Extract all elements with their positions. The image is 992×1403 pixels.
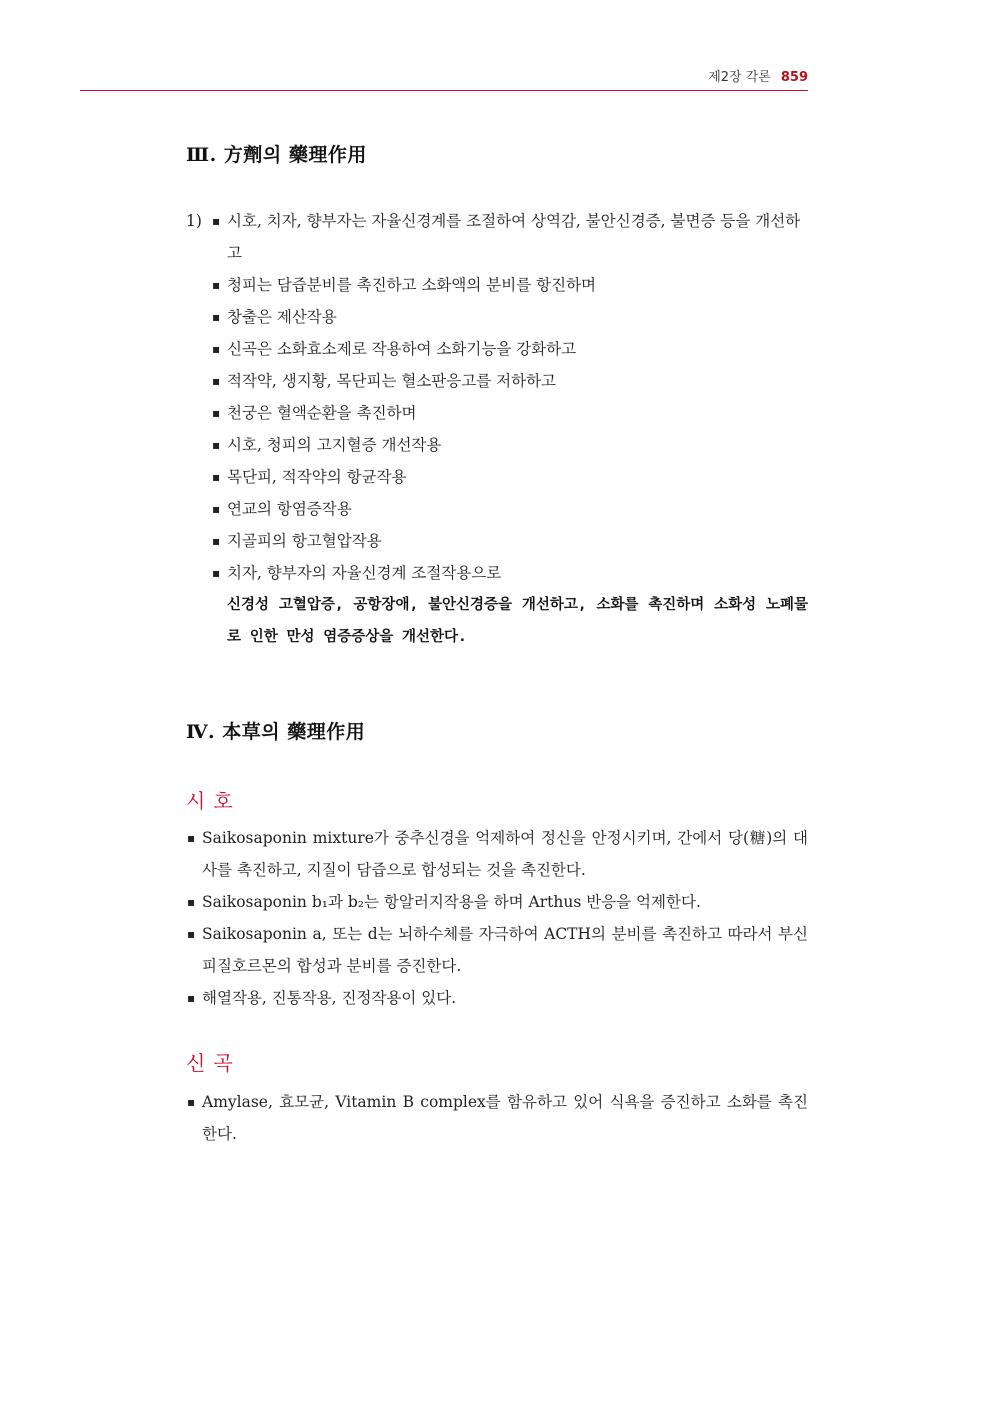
section-4-title: Ⅳ. 本草의 藥理作用: [186, 721, 366, 743]
list-item: ▪ Saikosaponin b₁과 b₂는 항알러지작용을 하며 Arthus 반응을 억제한다.: [186, 886, 808, 918]
herb-list-sieho: [186, 822, 808, 1014]
list-item: ▪ 연교의 항염증작용: [212, 493, 808, 525]
header-rule: [80, 90, 808, 91]
page-header: [80, 66, 808, 88]
list-number: 1): [186, 212, 202, 230]
summary-text: 신경성 고혈압증, 공항장애, 불안신경증을 개선하고, 소화를 촉진하며 소화성 노폐물로 인한 만성 염증증상을 개선한다.: [227, 597, 808, 645]
herb-title-sieho: 시호: [186, 789, 241, 813]
list-item: ▪ 지골피의 항고혈압작용: [212, 525, 808, 557]
list-item: ▪ 해열작용, 진통작용, 진정작용이 있다.: [186, 982, 808, 1014]
list-item: ▪ 목단피, 적작약의 항균작용: [212, 461, 808, 493]
list-item: ▪ 천궁은 혈액순환을 촉진하며: [212, 397, 808, 429]
section-3-list: [186, 205, 808, 653]
list-item: ▪ Amylase, 효모균, Vitamin B complex를 함유하고 있어 식욕을 증진하고 소화를 촉진한다.: [186, 1086, 808, 1150]
list-item: ▪ 청피는 담즙분비를 촉진하고 소화액의 분비를 항진하며: [212, 269, 808, 301]
list-item: ▪ 적작약, 생지황, 목단피는 혈소판응고를 저하하고: [212, 365, 808, 397]
chapter-label: 제2장 각론: [708, 70, 771, 85]
herb-title-singok: 신곡: [186, 1051, 241, 1075]
page-number: 859: [780, 70, 808, 85]
list-item: ▪ 창출은 제산작용: [212, 301, 808, 333]
list-item: ▪ 시호, 치자, 향부자는 자율신경계를 조절하여 상역감, 불안신경증, 불면증 등을 개선하고: [212, 205, 808, 269]
section-3-title: Ⅲ. 方劑의 藥理作用: [186, 144, 367, 166]
list-item: ▪ Saikosaponin a, 또는 d는 뇌하수체를 자극하여 ACTH의 분비를 촉진하고 따라서 부신피질호르몬의 합성과 분비를 증진한다.: [186, 918, 808, 982]
herb-list-singok: [186, 1086, 808, 1150]
list-item: ▪ Saikosaponin mixture가 중추신경을 억제하여 정신을 안정시키며, 간에서 당(糖)의 대사를 촉진하고, 지질이 담즙으로 합성되는 것을 촉진한다.: [186, 822, 808, 886]
list-item: ▪ 신곡은 소화효소제로 작용하여 소화기능을 강화하고: [212, 333, 808, 365]
list-item: ▪ 시호, 청피의 고지혈증 개선작용: [212, 429, 808, 461]
list-item: ▪ 치자, 향부자의 자율신경계 조절작용으로: [212, 557, 808, 589]
